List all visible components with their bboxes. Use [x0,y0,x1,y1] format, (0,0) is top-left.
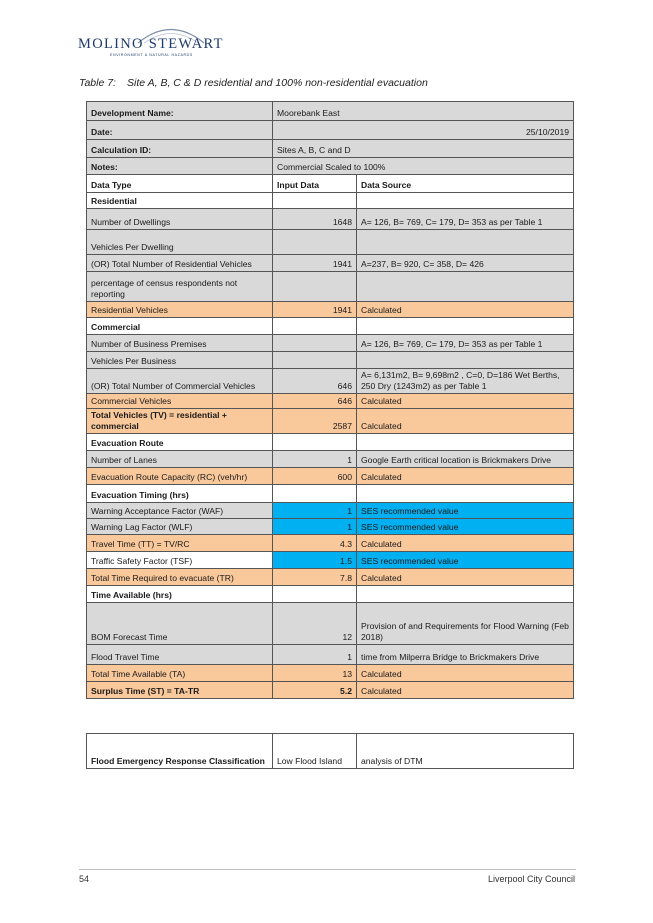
footer-org: Liverpool City Council [487,874,575,884]
table-row [87,665,574,682]
table-row [87,121,574,140]
cell-source: Calculated [357,468,574,485]
cell-value: 13 [273,665,357,682]
table-row [87,209,574,230]
cell-source: A=237, B= 920, C= 358, D= 426 [357,255,574,272]
cell-value: 1 [273,503,357,519]
cell-label: BOM Forecast Time [87,603,273,645]
footer-divider [79,869,576,870]
section-time-available: Time Available (hrs) [87,586,273,603]
cell-label: Number of Business Premises [87,335,273,352]
cell-source: Calculated [357,682,574,699]
molino-stewart-logo [78,22,224,62]
cell-value: 1 [273,451,357,468]
table-row [87,394,574,409]
table-row [87,272,574,302]
notes-label: Notes: [87,158,273,175]
cell-label: Traffic Safety Factor (TSF) [87,552,273,569]
cell-source: SES recommended value [357,519,574,535]
cell-source: Google Earth critical location is Brickmakers Drive [357,451,574,468]
table-row [87,140,574,158]
table-row [87,535,574,552]
table-row [87,552,574,569]
section-row [87,193,574,209]
logo-tagline: ENVIRONMENT & NATURAL HAZARDS [110,53,193,57]
cell-label: Number of Dwellings [87,209,273,230]
cell-source: Calculated [357,302,574,318]
table-row [87,503,574,519]
cell-value: 1 [273,645,357,665]
cell-value: 4.3 [273,535,357,552]
table-row [87,682,574,699]
cell-value [273,335,357,352]
section-commercial: Commercial [87,318,273,335]
cell-label: Evacuation Route Capacity (RC) (veh/hr) [87,468,273,485]
table-row [87,409,574,434]
calc-id-value: Sites A, B, C and D [273,140,574,158]
evacuation-table [86,101,574,699]
cell-label: Vehicles Per Dwelling [87,230,273,255]
cell-value: 7.8 [273,569,357,586]
cell-label: Warning Acceptance Factor (WAF) [87,503,273,519]
classification-source: analysis of DTM [357,734,574,769]
header-data-source: Data Source [357,175,574,193]
cell-value: 1941 [273,255,357,272]
cell-value: 1648 [273,209,357,230]
cell-source: Calculated [357,535,574,552]
table-row [87,158,574,175]
cell-source: A= 126, B= 769, C= 179, D= 353 as per Table 1 [357,209,574,230]
cell-label: Total Time Available (TA) [87,665,273,682]
date-value: 25/10/2019 [273,121,574,140]
section-evacuation-route: Evacuation Route [87,434,273,451]
dev-name-label: Development Name: [87,102,273,121]
cell-value: 1.5 [273,552,357,569]
cell-source: SES recommended value [357,552,574,569]
cell-label: Total Vehicles (TV) = residential + commercial [87,409,273,434]
section-evacuation-timing: Evacuation Timing (hrs) [87,485,273,503]
cell-value: 5.2 [273,682,357,699]
section-residential: Residential [87,193,273,209]
cell-source: Calculated [357,569,574,586]
section-row [87,586,574,603]
table-row [87,255,574,272]
table-row [87,734,574,769]
date-label: Date: [87,121,273,140]
dev-name-value: Moorebank East [273,102,574,121]
cell-source: Calculated [357,665,574,682]
header-row [87,175,574,193]
table-row [87,569,574,586]
table-row [87,451,574,468]
cell-label: Total Time Required to evacuate (TR) [87,569,273,586]
cell-label: Travel Time (TT) = TV/RC [87,535,273,552]
cell-source: SES recommended value [357,503,574,519]
section-row [87,485,574,503]
notes-value: Commercial Scaled to 100% [273,158,574,175]
cell-label: Commercial Vehicles [87,394,273,409]
cell-source: A= 6,131m2, B= 9,698m2 , C=0, D=186 Wet Berths, 250 Dry (1243m2) as per Table 1 [357,369,574,394]
cell-value: 646 [273,369,357,394]
cell-value: 1 [273,519,357,535]
cell-source: Calculated [357,409,574,434]
table-row [87,519,574,535]
caption-number: Table 7: [79,77,116,89]
table-row [87,645,574,665]
cell-label: Vehicles Per Business [87,352,273,369]
caption-title: Site A, B, C & D residential and 100% non-residential evacuation [127,77,428,89]
table-row [87,603,574,645]
header-input-data: Input Data [273,175,357,193]
table-row [87,369,574,394]
cell-value: 600 [273,468,357,485]
cell-source: A= 126, B= 769, C= 179, D= 353 as per Table 1 [357,335,574,352]
section-row [87,318,574,335]
table-row [87,352,574,369]
cell-value: 1941 [273,302,357,318]
calc-id-label: Calculation ID: [87,140,273,158]
cell-label: (OR) Total Number of Residential Vehicles [87,255,273,272]
cell-label: Residential Vehicles [87,302,273,318]
header-data-type: Data Type [87,175,273,193]
table-row [87,102,574,121]
classification-label: Flood Emergency Response Classification [87,734,273,769]
table-row [87,335,574,352]
cell-label: (OR) Total Number of Commercial Vehicles [87,369,273,394]
cell-value: 646 [273,394,357,409]
cell-label: Warning Lag Factor (WLF) [87,519,273,535]
section-row [87,434,574,451]
cell-source: Provision of and Requirements for Flood Warning (Feb 2018) [357,603,574,645]
cell-source: time from Milperra Bridge to Brickmakers Drive [357,645,574,665]
logo-name: MOLINO STEWART [78,36,224,52]
cell-label: Flood Travel Time [87,645,273,665]
cell-value: 12 [273,603,357,645]
table-row [87,468,574,485]
table-caption [79,77,428,89]
cell-label: Number of Lanes [87,451,273,468]
cell-value: 2587 [273,409,357,434]
classification-value: Low Flood Island [273,734,357,769]
page-number: 54 [79,874,90,884]
classification-table [86,733,574,769]
table-row [87,302,574,318]
cell-source: Calculated [357,394,574,409]
cell-label: Surplus Time (ST) = TA-TR [87,682,273,699]
cell-label: percentage of census respondents not reporting [87,272,273,302]
table-row [87,230,574,255]
